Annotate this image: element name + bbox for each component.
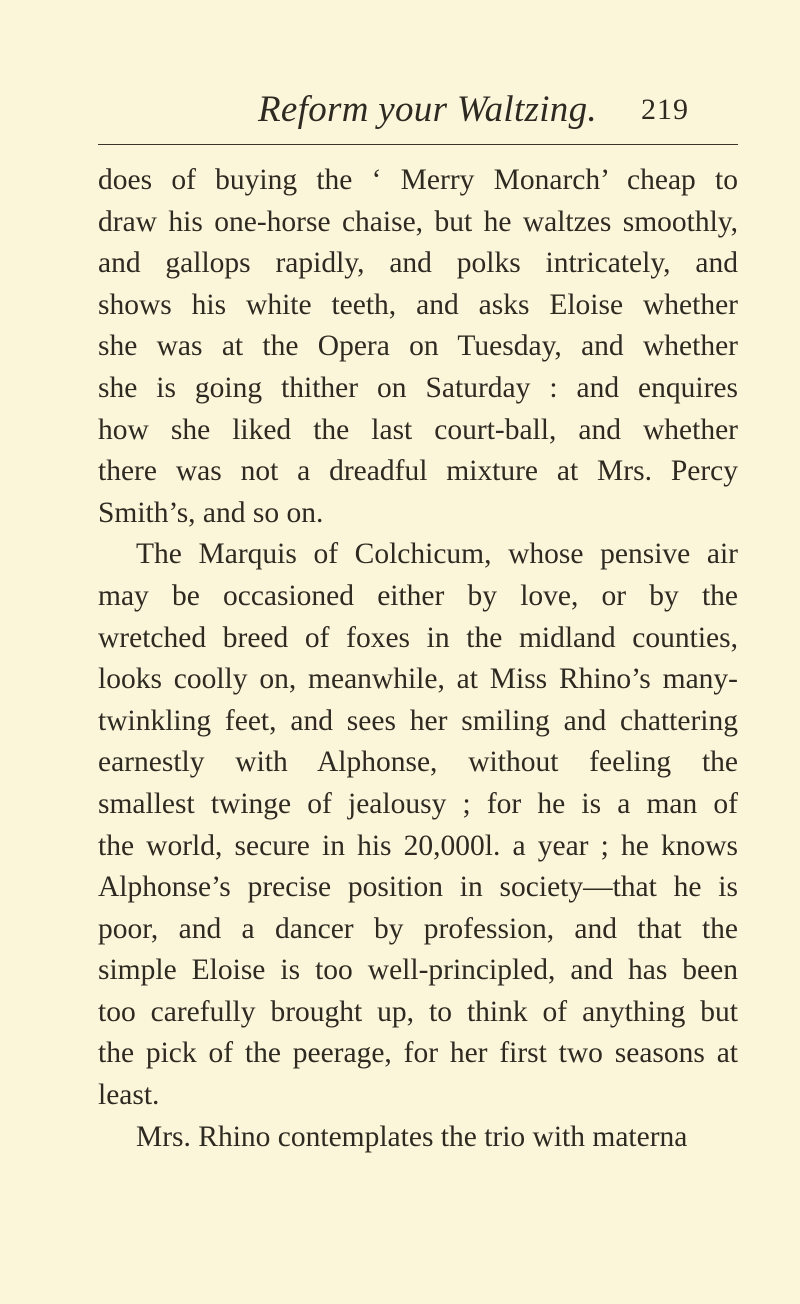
text-line: Smith’s, and so on. [98,496,324,529]
page-number: 219 [641,93,689,126]
text-line: she was at the Opera on Tuesday, and whether [98,330,738,363]
text-line: The Marquis of Colchicum, whose pensive air [136,538,738,571]
text-line: looks coolly on, meanwhile, at Miss Rhino’s many- [98,663,738,696]
text-line: the pick of the peerage, for her first two seasons at [98,1037,738,1070]
text-line: may be occasioned either by love, or by the [98,579,738,612]
text-line: she is going thither on Saturday : and enquires [98,371,738,404]
text-line: draw his one-horse chaise, but he waltzes smoothly, [98,205,738,238]
text-line: simple Eloise is too well-principled, and has been [98,954,738,987]
header-rule [98,144,738,145]
text-line: poor, and a dancer by profession, and that the [98,912,738,945]
running-head-title: Reform your Waltzing. [258,89,597,130]
text-line: too carefully brought up, to think of anything but [98,995,738,1028]
text-line: Mrs. Rhino contemplates the trio with materna [136,1120,688,1153]
text-line: the world, secure in his 20,000l. a year ; he knows [98,829,738,862]
text-line: and gallops rapidly, and polks intricately, and [98,247,738,280]
body-text [98,160,738,1158]
text-line: earnestly with Alphonse, without feeling the [98,746,738,779]
running-head [98,88,738,140]
text-line: how she liked the last court-ball, and whether [98,413,738,446]
text-line: does of buying the ‘ Merry Monarch’ cheap to [98,164,738,196]
text-line: twinkling feet, and sees her smiling and chattering [98,704,738,737]
text-line: smallest twinge of jealousy ; for he is a man of [98,787,738,820]
text-line: Alphonse’s precise position in society—that he is [98,871,738,904]
text-line: least. [98,1079,160,1112]
text-line: there was not a dreadful mixture at Mrs. Percy [98,455,738,488]
text-line: shows his white teeth, and asks Eloise whether [98,288,738,321]
text-line: wretched breed of foxes in the midland counties, [98,621,738,654]
